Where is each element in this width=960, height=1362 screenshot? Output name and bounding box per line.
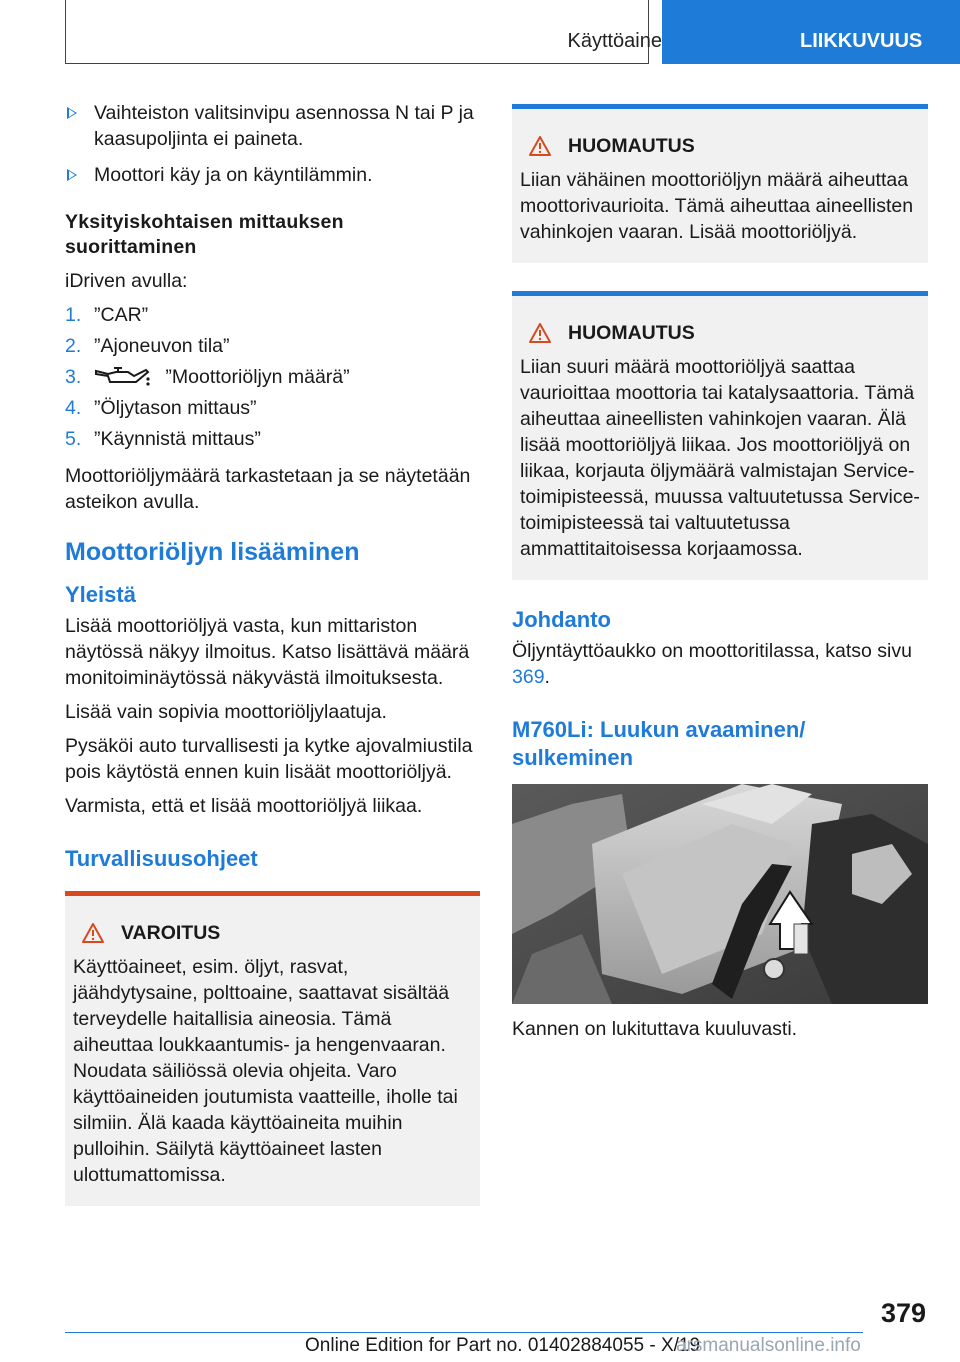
- measure-heading: Yksityiskohtaisen mittauksen suorittaminen: [65, 211, 344, 258]
- general-paragraph: Varmista, että et lisää moottoriöljyä liikaa.: [65, 795, 423, 817]
- notice-triangle-icon: [528, 322, 552, 344]
- safety-heading: Turvallisuusohjeet: [65, 846, 258, 871]
- right-column: [512, 104, 928, 1050]
- notice-title: HUOMAUTUS: [520, 320, 920, 346]
- page-number: 379: [880, 1298, 926, 1328]
- notice-box: [512, 104, 928, 263]
- engine-bay-photo: [512, 784, 928, 1004]
- step-item: 2. ”Ajoneuvon tila”: [65, 335, 230, 357]
- warning-text: Käyttöaineet, esim. öljyt, rasvat, jäähdytysaine, polttoaine, saattavat sisältää terveydelle haitallisia aineosia. Tämä aiheuttaa loukkaantumis- ja hengenvaaran. Noudata säiliössä olevia ohjeita. Varo käyttöaineiden joutumista vaatteille, iholle tai silmiin. Älä kaada käyttöaineita muihin pulloihin. Säilytä käyttöaineet lasten ulottumattomissa.: [73, 956, 458, 1186]
- bullet-item: Moottori käy ja on käyntilämmin.: [65, 162, 480, 188]
- general-paragraph: Lisää moottoriöljyä vasta, kun mittariston näytössä näkyy ilmoitus. Katso lisättävä määrä monitoiminäytössä näkyvästä ilmoituksesta.: [65, 615, 470, 689]
- warning-triangle-icon: [81, 922, 105, 944]
- notice-triangle-icon: [528, 135, 552, 157]
- notice-box: [512, 291, 928, 580]
- notice-text: Liian vähäinen moottoriöljyn määrä aiheuttaa moottorivaurioita. Tämä aiheuttaa aineellisten vahinkojen vaaran. Lisää moottoriöljyä.: [520, 169, 914, 243]
- photo-caption: Kannen on lukituttava kuuluvasti.: [512, 1018, 798, 1040]
- result-text: Moottoriöljymäärä tarkastetaan ja se näytetään asteikon avulla.: [65, 465, 471, 513]
- warning-title: VAROITUS: [73, 920, 472, 946]
- idrive-steps: [65, 302, 480, 457]
- general-paragraph: Pysäköi auto turvallisesti ja kytke ajovalmiustila pois käytöstä ennen kuin lisäät moottoriöljyä.: [65, 735, 473, 783]
- intro-text: Öljyntäyttöaukko on moottoritilassa, katso sivu 369.: [512, 640, 912, 688]
- header-chapter-tab: LIIKKUVUUS: [662, 0, 960, 64]
- oil-can-icon: [94, 365, 150, 387]
- step-item: 5. ”Käynnistä mittaus”: [65, 428, 261, 450]
- notice-text: Liian suuri määrä moottoriöljyä saattaa vaurioittaa moottoria tai katalysaattoria. Tämä aiheuttaa aineellisten vahinkojen vaaran. Älä lisää moottoriöljyä liikaa. Jos moottoriöljyä on liikaa, korjauta öljymäärä valmistajan Service-toimipisteessä, muussa valtuutetussa Service-toimipisteessä tai valtuutetussa ammattitaitoisessa korjaamossa.: [520, 356, 920, 560]
- page-link[interactable]: 369: [512, 666, 545, 688]
- triangle-bullet-icon: [67, 107, 77, 119]
- step-item: 4. ”Öljytason mittaus”: [65, 397, 257, 419]
- notice-title: HUOMAUTUS: [520, 133, 920, 159]
- bullet-item: Vaihteiston valitsinvipu asennossa N tai P ja kaasupoljinta ei paineta.: [65, 100, 480, 152]
- section-title: Moottoriöljyn lisääminen: [65, 538, 360, 566]
- step-item: 3. ”Moottoriöljyn määrä”: [65, 366, 350, 388]
- footer-edition: Online Edition for Part no. 01402884055 - X/19: [305, 1335, 701, 1356]
- left-column: [65, 100, 480, 1218]
- general-paragraph: Lisää vain sopivia moottoriöljylaatuja.: [65, 701, 387, 723]
- intro-heading: Johdanto: [512, 607, 611, 632]
- m760-heading: M760Li: Luukun avaaminen/ sulkeminen: [512, 717, 806, 770]
- header-frame: [65, 0, 649, 64]
- triangle-bullet-icon: [67, 169, 77, 181]
- engine-bay-illustration: [512, 784, 928, 1004]
- footer-watermark: arsmanualsonline.info: [676, 1335, 861, 1356]
- header-section-title: Käyttöaine: [567, 30, 662, 52]
- warning-box: [65, 891, 480, 1206]
- idrive-text: iDriven avulla:: [65, 270, 188, 292]
- footer-divider: [65, 1332, 863, 1333]
- step-item: 1. ”CAR”: [65, 304, 149, 326]
- general-heading: Yleistä: [65, 582, 136, 607]
